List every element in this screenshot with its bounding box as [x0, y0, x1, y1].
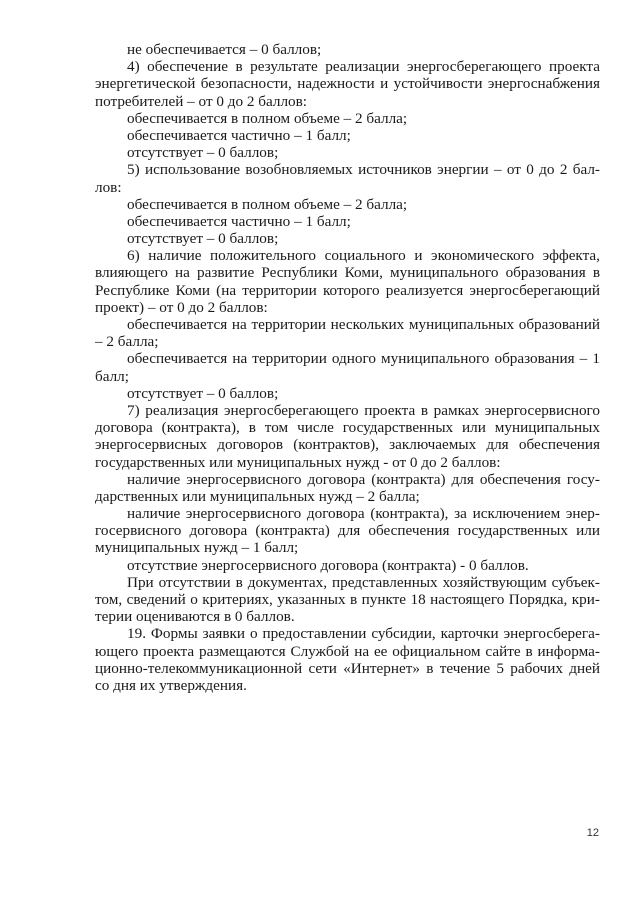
text-line	[95, 436, 600, 453]
line-text: лов:	[95, 178, 122, 196]
word: государственных	[342, 419, 454, 437]
word: заключаемых	[389, 436, 477, 454]
word: договоров	[217, 436, 284, 454]
word: на	[232, 350, 248, 368]
word: 4)	[127, 58, 140, 76]
word: в	[235, 573, 243, 591]
word: 18	[410, 591, 426, 608]
word: договора	[95, 419, 153, 437]
word: 19.	[127, 625, 146, 643]
word: реализации	[325, 58, 400, 76]
line-text: потребителей – от 0 до 2 баллов:	[95, 92, 308, 110]
word: государственных	[457, 522, 568, 540]
word: настоящего	[430, 591, 505, 608]
word: наличие	[127, 470, 181, 488]
word: муниципальных	[494, 419, 600, 437]
word: Коми	[175, 281, 210, 299]
word: договора	[189, 522, 248, 540]
word: (на	[216, 281, 237, 299]
text-line	[95, 385, 600, 402]
word: безопасности,	[200, 75, 292, 93]
text-line	[95, 488, 600, 505]
word: экономического	[431, 247, 535, 265]
word: Формы	[150, 625, 198, 643]
word: рамках	[433, 401, 480, 419]
word: 2	[559, 161, 568, 179]
word: течение	[439, 659, 491, 677]
word: влияющего	[95, 264, 168, 282]
word: рабочих	[510, 659, 563, 677]
word: эффекта,	[542, 247, 600, 265]
word: в	[350, 591, 358, 608]
word: территории	[252, 350, 327, 368]
text-line	[95, 625, 600, 642]
text-line	[95, 161, 600, 178]
word: энергосервисных	[95, 436, 208, 454]
text-line	[95, 350, 600, 367]
word: «Интернет»	[343, 659, 420, 677]
line-text: отсутствует – 0 баллов;	[127, 384, 279, 402]
word: субсидии,	[371, 625, 436, 643]
text-line	[95, 196, 600, 213]
word: за	[454, 505, 467, 523]
word: указанных	[277, 591, 346, 608]
word: в	[248, 419, 256, 437]
word: обеспечение	[147, 58, 228, 76]
word: образования	[505, 264, 586, 282]
word: критериях,	[202, 591, 273, 608]
word: исключением	[472, 505, 561, 523]
word: наличие	[127, 505, 181, 523]
word: или	[462, 419, 486, 437]
word: устойчивости	[393, 75, 483, 93]
word: или	[576, 522, 600, 540]
word: (контракта)	[255, 522, 330, 540]
word: территории	[251, 316, 327, 333]
line-text: отсутствие энергосервисного договора (контракта) - 0 баллов.	[127, 556, 529, 574]
word: Республике	[95, 281, 170, 299]
line-text: обеспечивается в полном объеме – 2 балла;	[127, 195, 408, 213]
line-text: балл;	[95, 367, 129, 385]
word: официальном	[392, 642, 481, 660]
text-line	[95, 643, 600, 660]
word: 6)	[127, 247, 140, 265]
word: (контракта)	[371, 470, 446, 488]
text-line	[95, 316, 600, 333]
word: в	[592, 264, 600, 282]
word: муниципального	[381, 350, 490, 368]
word: надежности	[297, 75, 375, 93]
word: энергоснабжения	[487, 75, 600, 93]
word: ющего	[95, 642, 139, 660]
line-text: отсутствует – 0 баллов;	[127, 230, 279, 248]
text-line	[95, 127, 600, 144]
word: для	[337, 522, 361, 540]
word: развитие	[197, 264, 255, 282]
word: ционно-телекоммуникационной	[95, 659, 303, 677]
text-line	[95, 264, 600, 281]
word: 5)	[127, 161, 140, 179]
word: в	[235, 58, 243, 76]
text-line	[95, 144, 600, 161]
word: сети	[308, 659, 337, 677]
text-line	[95, 247, 600, 264]
word: заявки	[202, 625, 246, 643]
line-text: обеспечивается в полном объеме – 2 балла;	[127, 109, 408, 127]
word: 5	[496, 659, 504, 677]
word: госервисного	[95, 522, 182, 540]
text-line	[95, 41, 600, 58]
text-line	[95, 539, 600, 556]
word: образования	[494, 350, 575, 368]
word: хозяйствующим	[442, 573, 547, 591]
text-line	[95, 333, 600, 350]
word: которого	[322, 281, 380, 299]
word: Республики	[261, 264, 338, 282]
text-line	[95, 522, 600, 539]
line-text: обеспечивается частично – 1 балл;	[127, 126, 351, 144]
word: положительного	[210, 247, 317, 265]
text-line	[95, 471, 600, 488]
page-number: 12	[586, 827, 599, 839]
word: обеспечивается	[127, 316, 228, 333]
word: результате	[250, 58, 318, 76]
word: и	[414, 247, 423, 265]
word: дней	[569, 659, 600, 677]
text-line	[95, 608, 600, 625]
word: на	[175, 264, 190, 282]
text-line	[95, 505, 600, 522]
line-text: – 2 балла;	[95, 333, 159, 351]
line-text: муниципальных нужд – 1 балл;	[95, 539, 299, 557]
word: обеспечивается	[127, 350, 228, 368]
word: предоставлении	[262, 625, 367, 643]
word: 0	[526, 161, 534, 179]
word: в	[426, 659, 434, 677]
word: социального	[324, 247, 406, 265]
word: госу-	[566, 470, 600, 488]
word: обеспечения	[368, 522, 450, 540]
text-line	[95, 660, 600, 677]
text-line	[95, 58, 600, 75]
word: проекта	[364, 401, 416, 419]
line-text: государственных или муниципальных нужд - от 0 до 2 баллов:	[95, 453, 501, 471]
word: пункте	[361, 591, 407, 608]
word: энергосервисного	[186, 470, 302, 488]
word: том	[264, 419, 289, 437]
text-line	[95, 213, 600, 230]
line-text: проект) – от 0 до 2 баллов:	[95, 298, 268, 316]
word: энергосберегающий	[469, 281, 600, 299]
word: –	[579, 350, 588, 368]
word: 7)	[127, 401, 140, 419]
word: в	[420, 401, 428, 419]
word: от	[506, 161, 521, 179]
word: энергии	[437, 161, 489, 179]
word: представленных	[331, 573, 438, 591]
word: образований	[518, 316, 600, 333]
text-line	[95, 110, 600, 127]
word: бал-	[572, 161, 600, 179]
word: возобновляемых	[245, 161, 353, 179]
word: энергосервисного	[185, 505, 302, 523]
word: муниципального	[390, 264, 499, 282]
text-line	[95, 591, 600, 608]
word: карточки	[440, 625, 499, 643]
word: энер-	[565, 505, 600, 523]
text-line	[95, 75, 600, 92]
word: сведений	[126, 591, 186, 608]
word: субъек-	[551, 573, 600, 591]
word: проекта	[143, 642, 195, 660]
word: 1	[592, 350, 600, 368]
word: (контрактов),	[293, 436, 379, 454]
word: территории	[242, 281, 317, 299]
word: договора	[306, 505, 365, 523]
text-line	[95, 93, 600, 110]
word: информа-	[537, 642, 600, 660]
word: о	[190, 591, 198, 608]
word: источников	[358, 161, 432, 179]
line-text: отсутствует – 0 баллов;	[127, 144, 279, 162]
word: обеспечения	[518, 436, 600, 454]
word: для	[451, 470, 474, 488]
text-line	[95, 574, 600, 591]
line-text: обеспечивается частично – 1 балл;	[127, 212, 351, 230]
word: При	[127, 573, 154, 591]
word: –	[493, 161, 502, 179]
text-line	[95, 557, 600, 574]
word: документах,	[247, 573, 328, 591]
word: сайте	[485, 642, 521, 660]
word: проекта	[548, 58, 600, 76]
word: энергосберегающего	[406, 58, 542, 76]
text-line	[95, 282, 600, 299]
word: до	[539, 161, 555, 179]
word: кри-	[571, 591, 600, 608]
word: (контракта),	[161, 419, 240, 437]
word: ее	[373, 642, 388, 660]
text-line	[95, 677, 600, 694]
text-line	[95, 179, 600, 196]
word: том,	[95, 591, 123, 608]
word: Службой	[290, 642, 350, 660]
word: договора	[307, 470, 366, 488]
line-text: дарственных или муниципальных нужд – 2 балла;	[95, 487, 420, 505]
word: (контракта),	[370, 505, 449, 523]
word: для	[486, 436, 509, 454]
word: в	[525, 642, 533, 660]
word: на	[231, 316, 247, 333]
line-text: со дня их утверждения.	[95, 676, 247, 694]
word: реализация	[145, 401, 219, 419]
word: использование	[144, 161, 241, 179]
word: и	[380, 75, 389, 93]
word: одного	[331, 350, 376, 368]
text-line	[95, 402, 600, 419]
word: отсутствии	[158, 573, 231, 591]
word: энергосберегающего	[224, 401, 359, 419]
text-line	[95, 299, 600, 316]
document-body	[95, 41, 600, 694]
word: муниципальных	[408, 316, 515, 333]
word: размещаются	[198, 642, 286, 660]
text-line	[95, 454, 600, 471]
text-line	[95, 419, 600, 436]
text-line	[95, 230, 600, 247]
word: энергосберега-	[503, 625, 600, 643]
word: Порядка,	[508, 591, 568, 608]
line-text: не обеспечивается – 0 баллов;	[127, 41, 322, 58]
word: на	[354, 642, 370, 660]
word: нескольких	[330, 316, 405, 333]
text-line	[95, 368, 600, 385]
word: обеспечения	[479, 470, 561, 488]
word: энергосервисного	[484, 401, 600, 419]
word: числе	[297, 419, 334, 437]
word: о	[249, 625, 258, 643]
word: Коми,	[344, 264, 383, 282]
word: наличие	[148, 247, 202, 265]
word: энергетической	[95, 75, 196, 93]
word: реализуется	[385, 281, 464, 299]
line-text: терии оцениваются в 0 баллов.	[95, 608, 295, 626]
